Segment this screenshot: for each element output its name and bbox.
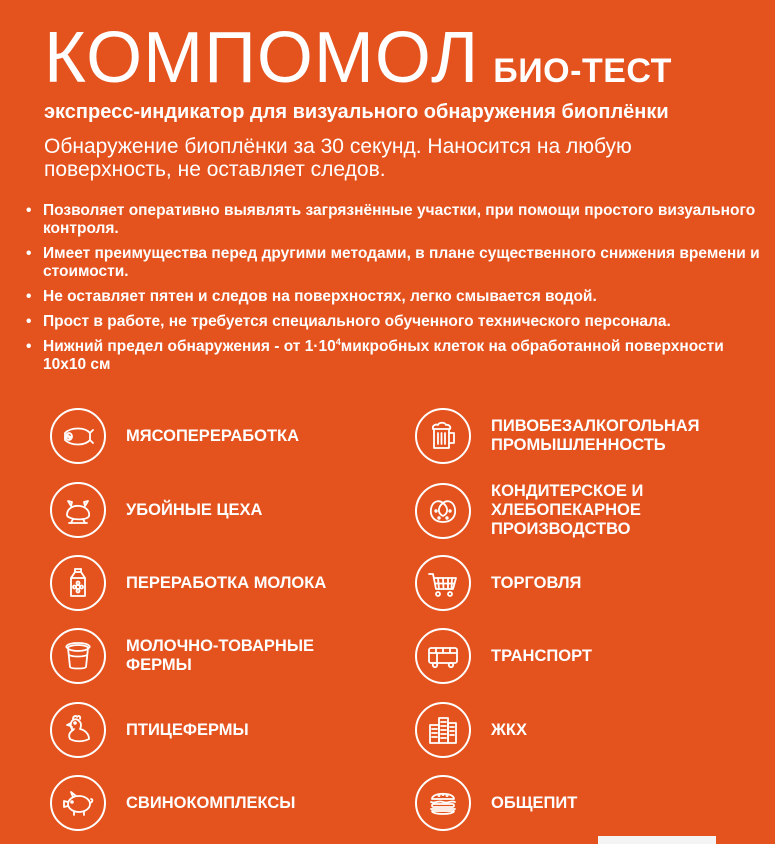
category-retail — [415, 555, 736, 611]
category-pig-farms — [50, 775, 371, 831]
detection-limit-text: Нижний предел обнаружения - от 1·10 — [43, 338, 336, 355]
category-catering — [415, 775, 736, 831]
rooster-icon — [50, 702, 106, 758]
product-description: Обнаружение биоплёнки за 30 секунд. Наносится на любую поверхность, не оставляет следов. — [44, 135, 632, 181]
burger-icon — [415, 775, 471, 831]
corner-panel — [598, 836, 716, 844]
category-milk-processing — [50, 555, 371, 611]
bus-icon — [415, 628, 471, 684]
category-housing-utilities — [415, 702, 736, 758]
feature-item: • Имеет преимущества перед другими методами, в плане существенного снижения времени и стоимости. — [26, 245, 761, 281]
category-dairy-farms — [50, 628, 371, 684]
category-label: УБОЙНЫЕ ЦЕХА — [126, 500, 263, 519]
brand-subtitle: БИО-ТЕСТ — [493, 52, 672, 90]
category-bakery-confectionery — [415, 482, 736, 539]
brand-title: КОМПОМОЛ — [44, 18, 480, 98]
category-label: ОБЩЕПИТ — [491, 793, 578, 812]
page-title — [44, 18, 672, 98]
feature-item: • Прост в работе, не требуется специального обученного технического персонала. — [26, 313, 761, 331]
sausage-icon — [50, 408, 106, 464]
category-label: ПИВОБЕЗАЛКОГОЛЬНАЯ ПРОМЫШЛЕННОСТЬ — [491, 417, 700, 454]
milk-carton-icon — [50, 555, 106, 611]
pig-icon — [50, 775, 106, 831]
pretzel-icon — [415, 483, 471, 539]
category-label: КОНДИТЕРСКОЕ И ХЛЕБОПЕКАРНОЕ ПРОИЗВОДСТВО — [491, 482, 644, 538]
product-subtitle: экспресс-индикатор для визуального обнаружения биоплёнки — [44, 101, 669, 123]
feature-list — [26, 202, 761, 381]
detection-limit-rest: микробных клеток на обработанной поверхности 10х10 см — [43, 338, 724, 373]
category-slaughterhouses — [50, 482, 371, 538]
feature-item: • Позволяет оперативно выявлять загрязнённые участки, при помощи простого визуального контроля. — [26, 202, 761, 238]
category-label: ПЕРЕРАБОТКА МОЛОКА — [126, 573, 327, 592]
feature-item: • Не оставляет пятен и следов на поверхностях, легко смывается водой. — [26, 288, 761, 306]
category-label: ПТИЦЕФЕРМЫ — [126, 720, 249, 739]
category-label: ТОРГОВЛЯ — [491, 573, 582, 592]
category-meat-processing — [50, 408, 371, 464]
category-label: ТРАНСПОРТ — [491, 646, 592, 665]
buildings-icon — [415, 702, 471, 758]
category-beverage-industry — [415, 408, 736, 464]
shopping-cart-icon — [415, 555, 471, 611]
category-label: ЖКХ — [491, 720, 527, 739]
detection-limit-exponent: 4 — [335, 336, 341, 347]
category-transport — [415, 628, 736, 684]
category-label: МЯСОПЕРЕРАБОТКА — [126, 426, 300, 445]
beer-mug-icon — [415, 408, 471, 464]
milk-bucket-icon — [50, 628, 106, 684]
category-label: МОЛОЧНО-ТОВАРНЫЕ ФЕРМЫ — [126, 637, 315, 674]
feature-item — [26, 338, 761, 374]
poultry-carcass-icon — [50, 482, 106, 538]
category-poultry-farms — [50, 702, 371, 758]
category-label: СВИНОКОМПЛЕКСЫ — [126, 793, 296, 812]
